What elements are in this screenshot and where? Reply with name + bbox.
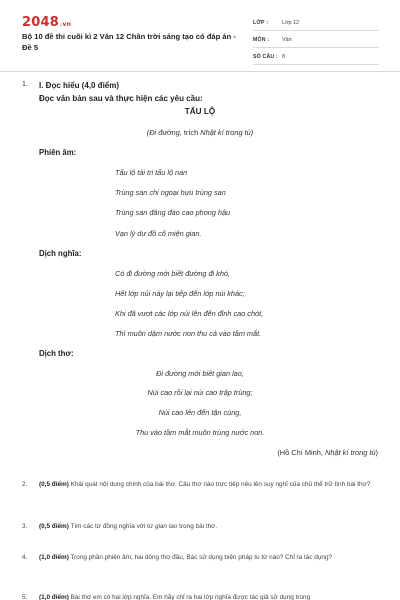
document-title: Bộ 10 đề thi cuối kì 2 Văn 12 Chân trời sáng tạo có đáp án - Đề 5 — [22, 32, 236, 52]
meta-row-question-count — [253, 50, 379, 65]
question-number: 3. — [22, 523, 28, 530]
dich-nghia-line: Hết lớp núi này lại tiếp đến lớp núi khác; — [115, 289, 245, 298]
meta-value: Lớp 12 — [282, 20, 300, 26]
question-text — [39, 593, 379, 600]
question-emphasis: gian lao — [155, 523, 178, 530]
question-body: Trong phần phiên âm, hai dòng thơ đầu, Bác sử dụng biện pháp tu từ nào? Chỉ ra tác dụng? — [68, 554, 333, 561]
source-prefix: (Đi đường, — [146, 128, 182, 137]
author-prefix: (Hồ Chí Minh, — [277, 448, 325, 457]
document-body — [0, 72, 400, 600]
question-item — [22, 593, 382, 600]
dich-tho-line: Đi đường mới biết gian lao, — [156, 369, 244, 378]
dich-nghia-label: Dịch nghĩa: — [39, 249, 82, 258]
question-points: (0,5 điểm) — [39, 481, 69, 488]
author-suffix: ) — [375, 448, 378, 457]
dich-tho-line: Núi cao rồi lại núi cao trập trùng; — [147, 388, 253, 397]
question-item — [22, 522, 382, 533]
phien-am-line: Trùng san đăng đáo cao phong hậu — [115, 208, 231, 217]
meta-row-subject — [253, 33, 379, 48]
logo-text: 2048 — [22, 15, 59, 30]
question-item — [22, 553, 382, 575]
question-text — [39, 480, 379, 491]
poem-title: TẨU LỘ — [184, 107, 216, 116]
question-body: Khái quát nội dung chính của bài thơ. Câu thơ nào trực tiếp nêu lên suy nghĩ của chủ thể trữ tình bài thơ? — [68, 481, 371, 488]
question-text — [39, 522, 379, 533]
document-meta — [253, 16, 379, 65]
section-heading: I. Đọc hiểu (4,0 điểm) — [39, 81, 120, 90]
poem-source — [0, 128, 400, 137]
meta-row-class — [253, 16, 379, 31]
meta-label: MÔN : — [253, 37, 270, 43]
dich-tho-label: Dịch thơ: — [39, 349, 74, 358]
dich-nghia-line: Thì muôn dặm nước non thu cả vào tầm mắt. — [115, 329, 262, 338]
question-number: 2. — [22, 481, 28, 488]
question-number: 1. — [22, 81, 28, 88]
question-body: Tìm các từ đồng nghĩa với từ — [68, 523, 156, 530]
question-body-end: trong bài thơ. — [177, 523, 218, 530]
question-item — [22, 480, 382, 502]
dich-tho-line: Thu vào tầm mắt muôn trùng nước non. — [135, 428, 265, 437]
question-text — [39, 553, 379, 564]
question-points: (1,0 điểm) — [39, 594, 69, 600]
meta-label: SỐ CÂU : — [253, 54, 278, 60]
logo-suffix: .vn — [59, 21, 72, 28]
document-header — [0, 0, 400, 72]
site-logo[interactable] — [22, 15, 71, 30]
question-body: Bài thơ em có hai lớp nghĩa. Em hãy chỉ ra hai lớp nghĩa được tác giả sử dụng trong — [68, 594, 311, 600]
poem-author — [277, 448, 378, 457]
meta-label: LỚP : — [253, 20, 269, 26]
question-number: 5. — [22, 594, 28, 600]
dich-tho-line: Núi cao lên đến tận cùng, — [158, 408, 242, 417]
phien-am-label: Phiên âm: — [39, 148, 77, 157]
section-instruction: Đọc văn bản sau và thực hiện các yêu cầu: — [39, 94, 203, 103]
dich-nghia-line: Có đi đường mới biết đường đi khó, — [115, 269, 230, 278]
source-book: Nhật kí trong tù) — [200, 128, 254, 137]
phien-am-line: Vạn lý dư đồ cố miện gian. — [115, 229, 202, 238]
question-number: 4. — [22, 554, 28, 561]
question-points: (0,5 điểm) — [39, 523, 69, 530]
author-book: Nhật kí trong tù — [325, 448, 376, 457]
meta-value: Văn — [282, 37, 292, 43]
question-points: (1,0 điểm) — [39, 554, 69, 561]
dich-nghia-line: Khi đã vượt các lớp núi lên đến đỉnh cao chót, — [115, 309, 264, 318]
phien-am-line: Tẩu lộ tài tri tẩu lộ nan — [115, 168, 188, 177]
meta-value: 8 — [282, 54, 285, 60]
source-middle: trích — [181, 128, 201, 137]
phien-am-line: Trùng san chi ngoại hựu trùng san — [115, 188, 226, 197]
